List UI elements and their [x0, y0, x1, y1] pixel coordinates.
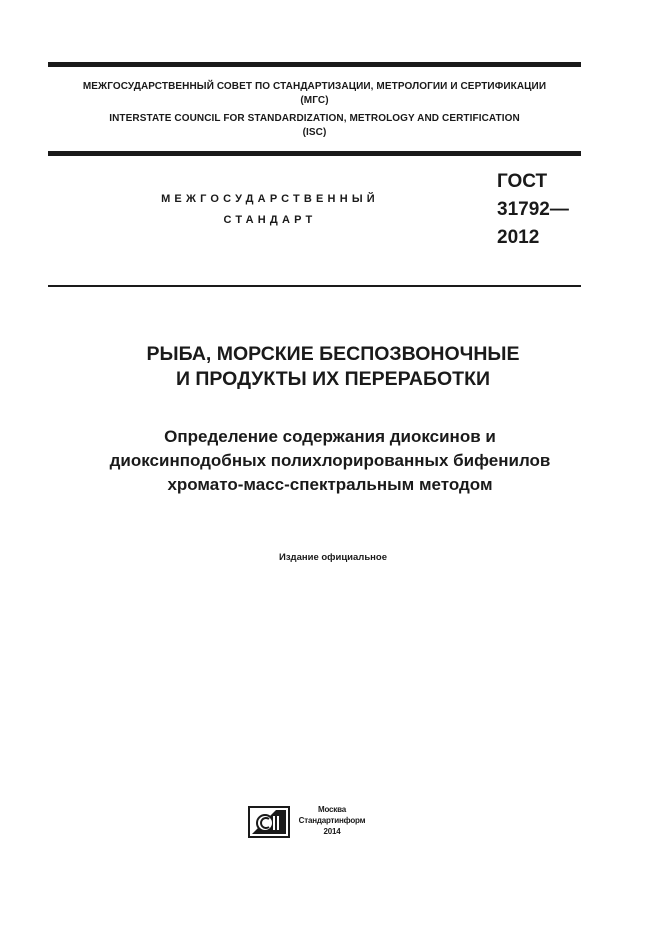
edition-label: Издание официальное	[279, 552, 387, 563]
subtitle-line3: хромато-масс-спектральным методом	[167, 475, 493, 494]
subtitle	[30, 425, 630, 497]
council-ru-line1: МЕЖГОСУДАРСТВЕННЫЙ СОВЕТ ПО СТАНДАРТИЗАЦИИ, МЕТРОЛОГИИ И СЕРТИФИКАЦИИ	[82, 81, 547, 92]
main-title	[48, 342, 618, 392]
council-ru-line2: (МГС)	[300, 95, 329, 106]
main-title-line1: РЫБА, МОРСКИЕ БЕСПОЗВОНОЧНЫЕ	[146, 343, 520, 365]
subtitle-line2: диоксинподобных полихлорированных бифенилов	[109, 451, 551, 470]
header-bottom-rule	[48, 151, 581, 156]
gost-designation	[497, 168, 569, 252]
gost-prefix: ГОСТ	[497, 171, 548, 192]
standard-type-line2: СТАНДАРТ	[223, 214, 317, 226]
publisher-city: Москва	[318, 805, 346, 814]
publisher-year: 2014	[323, 827, 341, 836]
standartinform-logo-icon	[248, 806, 290, 838]
council-en-line1: INTERSTATE COUNCIL FOR STANDARDIZATION, METROLOGY AND CERTIFICATION	[109, 113, 520, 124]
council-en-line2: (ISC)	[302, 127, 327, 138]
top-rule	[48, 62, 581, 67]
gost-year: 2012	[497, 227, 540, 248]
publisher-block	[296, 804, 368, 837]
subtitle-line1: Определение содержания диоксинов и	[164, 427, 496, 446]
standard-type-line1: МЕЖГОСУДАРСТВЕННЫЙ	[161, 193, 379, 205]
publisher-name: Стандартинформ	[298, 816, 366, 825]
standard-type	[120, 189, 420, 231]
gost-number: 31792—	[497, 199, 569, 220]
designation-bottom-rule	[48, 285, 581, 287]
council-header	[48, 80, 581, 140]
main-title-line2: И ПРОДУКТЫ ИХ ПЕРЕРАБОТКИ	[175, 368, 491, 390]
